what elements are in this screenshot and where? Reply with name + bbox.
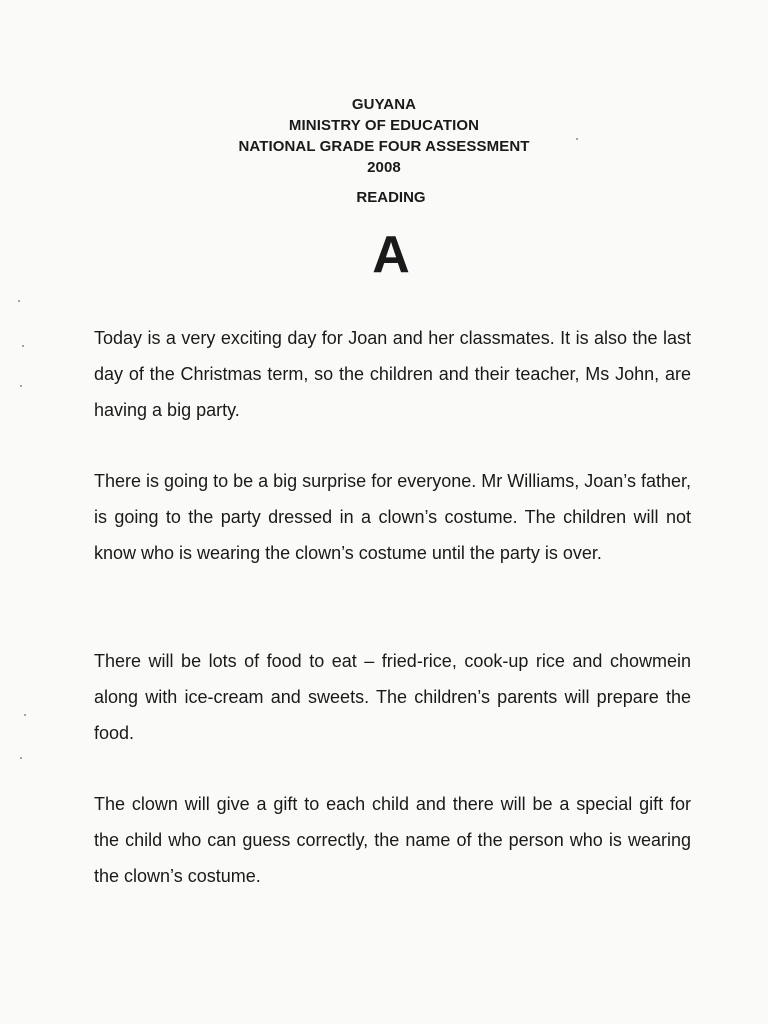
year-heading: 2008 [367,159,401,176]
passage-paragraph-3: There will be lots of food to eat – fried-rice, cook-up rice and chowmein along with ice-cream and sweets. The children’s parents will prepare the food. [94,651,691,743]
scan-speck [20,385,22,387]
document-header [0,94,768,178]
scan-speck [18,300,20,302]
subject-heading: READING [356,189,426,206]
passage-paragraph-4: The clown will give a gift to each child and there will be a special gift for the child who can guess correctly, the name of the person who is wearing the clown’s costume. [94,794,691,886]
scan-speck [24,714,26,716]
country-heading: GUYANA [351,96,417,113]
passage-paragraph-2: There is going to be a big surprise for everyone. Mr Williams, Joan’s father, is going to the party dressed in a clown’s costume. The children will not know who is wearing the clown’s costume until the party is over. [94,471,691,563]
scan-speck [576,138,578,140]
version-letter: A [372,226,410,284]
assessment-heading: NATIONAL GRADE FOUR ASSESSMENT [238,138,530,155]
scan-speck [22,345,24,347]
scan-speck [20,757,22,759]
passage-paragraph-1: Today is a very exciting day for Joan and her classmates. It is also the last day of the Christmas term, so the children and their teacher, Ms John, are having a big party. [94,328,691,420]
ministry-heading: MINISTRY OF EDUCATION [288,117,480,134]
